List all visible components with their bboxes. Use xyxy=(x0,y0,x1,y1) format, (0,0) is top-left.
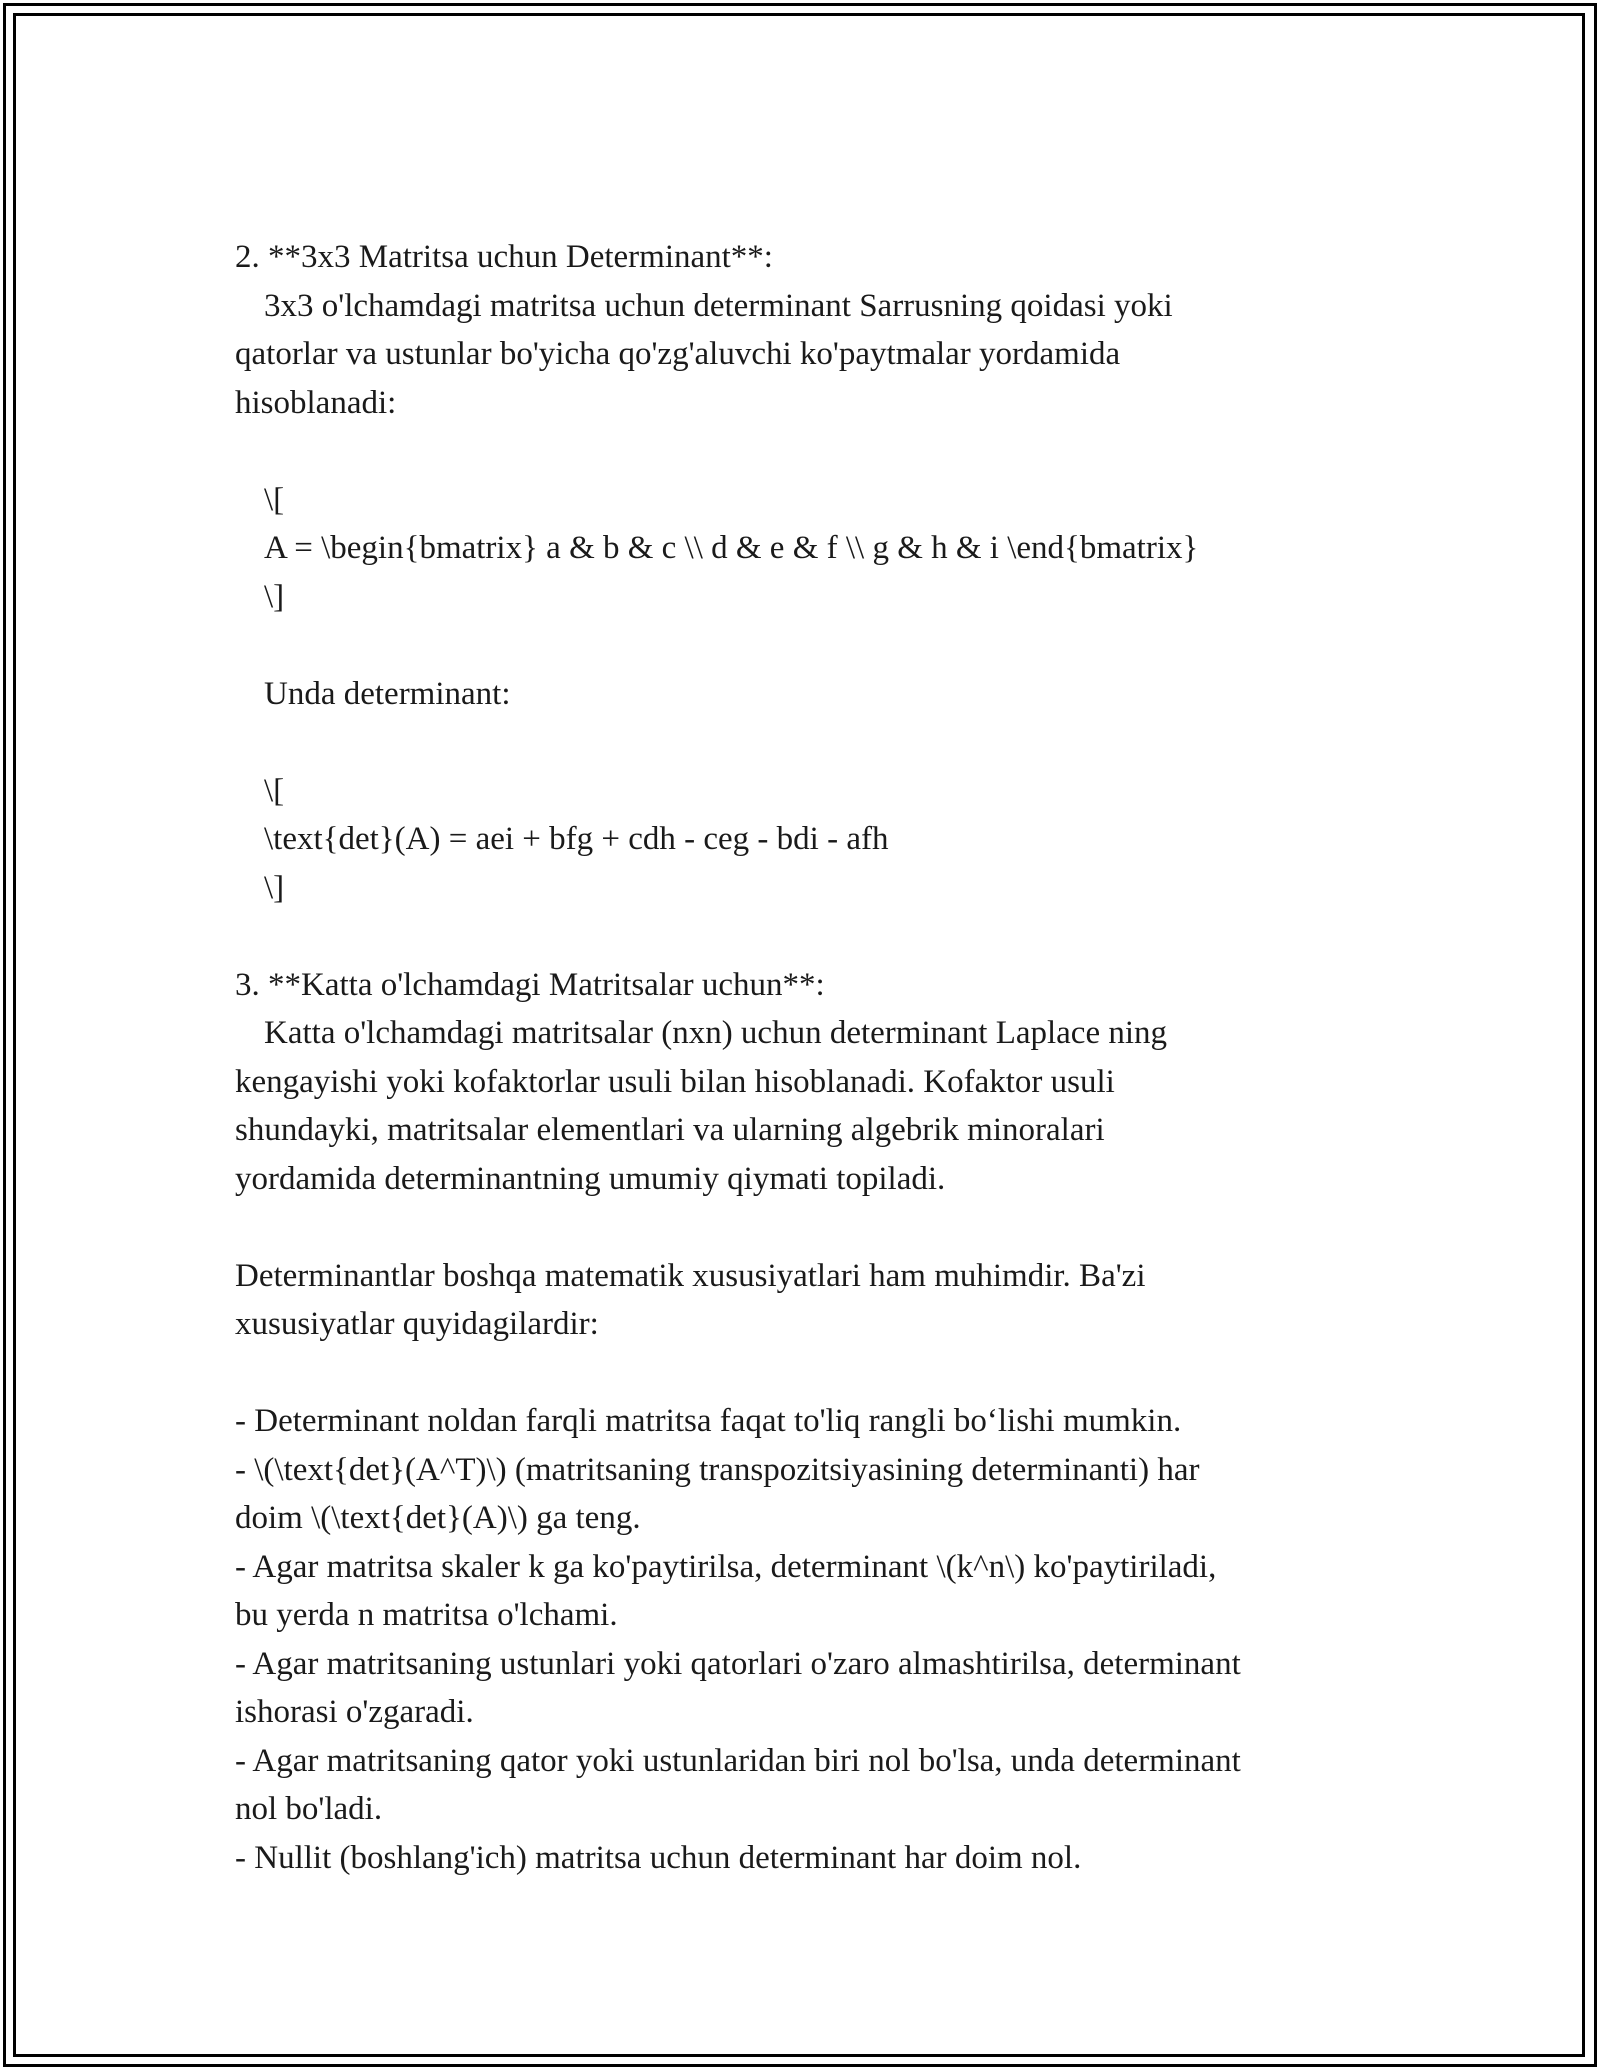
formula-2-close: \] xyxy=(264,869,285,906)
section-3-text-line: Katta o'lchamdagi matritsalar (nxn) uchun determinant Laplace ning xyxy=(264,1015,1168,1051)
bullet-item-continuation: doim \(\text{det}(A)\) ga teng. xyxy=(235,1500,641,1536)
bullet-item: - Agar matritsaning ustunlari yoki qatorlari o'zaro almashtirilsa, determinant xyxy=(235,1645,1241,1682)
formula-2-det: \text{det}(A) = aei + bfg + cdh - ceg - bdi - afh xyxy=(264,821,889,857)
formula-1-matrix: A = \begin{bmatrix} a & b & c \\ d & e & f \\ g & h & i \end{bmatrix} xyxy=(264,530,1199,566)
section-2-text-line: 3x3 o'lchamdagi matritsa uchun determinant Sarrusning qoidasi yoki xyxy=(264,287,1173,324)
section-3-heading: 3. **Katta o'lchamdagi Matritsalar uchun**: xyxy=(235,966,825,1003)
document-body xyxy=(235,233,1385,1882)
formula-2-open: \[ xyxy=(264,772,285,809)
section-3-text-line: shundayki, matritsalar elementlari va ularning algebrik minoralari xyxy=(235,1112,1105,1148)
bullet-item: - Agar matritsaning qator yoki ustunlaridan biri nol bo'lsa, unda determinant xyxy=(235,1742,1241,1779)
section-2-heading: 2. **3x3 Matritsa uchun Determinant**: xyxy=(235,239,773,275)
bullet-item: - Determinant noldan farqli matritsa faqat to'liq rangli bo‘lishi mumkin. xyxy=(235,1403,1182,1439)
section-3-text-line: yordamida determinantning umumiy qiymati topiladi. xyxy=(235,1160,946,1197)
section-2-text-line: qatorlar va ustunlar bo'yicha qo'zg'aluvchi ko'paytmalar yordamida xyxy=(235,336,1121,372)
determinant-intro: Unda determinant: xyxy=(264,675,511,712)
bullet-item-continuation: ishorasi o'zgaradi. xyxy=(235,1694,474,1730)
properties-intro-line: xususiyatlar quyidagilardir: xyxy=(235,1306,599,1342)
bullet-item-continuation: bu yerda n matritsa o'lchami. xyxy=(235,1597,618,1633)
properties-intro-line: Determinantlar boshqa matematik xususiyatlari ham muhimdir. Ba'zi xyxy=(235,1257,1146,1294)
bullet-item: - \(\text{det}(A^T)\) (matritsaning transpozitsiyasining determinanti) har xyxy=(235,1451,1200,1488)
formula-1-close: \] xyxy=(264,578,285,615)
bullet-item: - Agar matritsa skaler k ga ko'paytirilsa, determinant \(k^n\) ko'paytiriladi, xyxy=(235,1548,1217,1585)
bullet-item-continuation: nol bo'ladi. xyxy=(235,1791,383,1827)
section-3-text-line: kengayishi yoki kofaktorlar usuli bilan hisoblanadi. Kofaktor usuli xyxy=(235,1063,1115,1100)
section-2-text-line: hisoblanadi: xyxy=(235,384,397,421)
formula-1-open: \[ xyxy=(264,481,285,518)
bullet-item: - Nullit (boshlang'ich) matritsa uchun determinant har doim nol. xyxy=(235,1839,1082,1876)
